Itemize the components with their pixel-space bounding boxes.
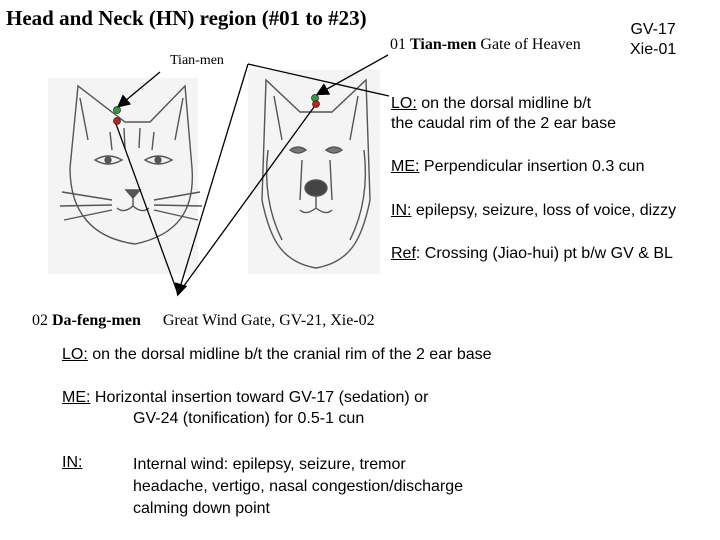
point-01-lo-text-1: on the dorsal midline b/t <box>416 95 592 112</box>
point-02-name: Da-feng-men <box>52 312 141 329</box>
page-title: Head and Neck (HN) region (#01 to #23) <box>6 6 367 30</box>
point-01-me-text: Perpendicular insertion 0.3 cun <box>419 158 645 175</box>
point-02-lo-text: on the dorsal midline b/t the cranial rim of the 2 ear base <box>87 346 492 363</box>
point-02-method <box>62 389 428 407</box>
point-02-in-label: IN: <box>62 454 83 471</box>
point-01-location-line2: the caudal rim of the 2 ear base <box>391 115 617 132</box>
point-02-lo-label: LO: <box>62 346 88 363</box>
point-02-description: Great Wind Gate, GV-21, Xie-02 <box>162 312 375 329</box>
point-01-description: Gate of Heaven <box>480 36 581 53</box>
cat-head-drawing <box>48 78 202 274</box>
cat-point-02 <box>114 118 121 125</box>
cat-point-01 <box>114 107 121 114</box>
point-02-method-line2: GV-24 (tonification) for 0.5-1 cun <box>133 410 365 427</box>
point-02-indication-list <box>133 454 463 520</box>
point-02-me-label: ME: <box>62 389 91 406</box>
point-01-reference <box>391 245 673 263</box>
point-01-code-gv: GV-17 <box>630 21 676 38</box>
tian-men-image-label: Tian-men <box>170 53 224 68</box>
point-01-lo-label: LO: <box>391 95 417 112</box>
point-01-location <box>391 95 591 113</box>
point-01-number: 01 <box>390 36 406 53</box>
point-01-me-label: ME: <box>391 158 420 175</box>
point-01-indication <box>391 202 676 220</box>
point-02-indication-line-1: Internal wind: epilepsy, seizure, tremor <box>133 456 406 473</box>
point-01-heading <box>390 36 581 54</box>
point-02-indication-line-3: calming down point <box>133 500 270 517</box>
point-01-in-text: epilepsy, seizure, loss of voice, dizzy <box>411 202 677 219</box>
point-01-code-block <box>630 20 676 60</box>
point-01-in-label: IN: <box>391 202 412 219</box>
point-02-heading <box>32 312 375 330</box>
point-02-number: 02 <box>32 312 48 329</box>
point-01-code-xie: Xie-01 <box>630 41 677 58</box>
point-01-ref-text: : Crossing (Jiao-hui) pt b/w GV & BL <box>415 245 673 262</box>
point-02-location <box>62 346 492 364</box>
point-01-name: Tian-men <box>410 36 477 53</box>
point-01-method <box>391 158 644 176</box>
point-02-indication-line-2: headache, vertigo, nasal congestion/discharge <box>133 478 463 495</box>
dog-point-02 <box>313 101 320 108</box>
point-02-me-text-1: Horizontal insertion toward GV-17 (sedation) or <box>90 389 429 406</box>
point-01-ref-label: Ref <box>391 245 416 262</box>
